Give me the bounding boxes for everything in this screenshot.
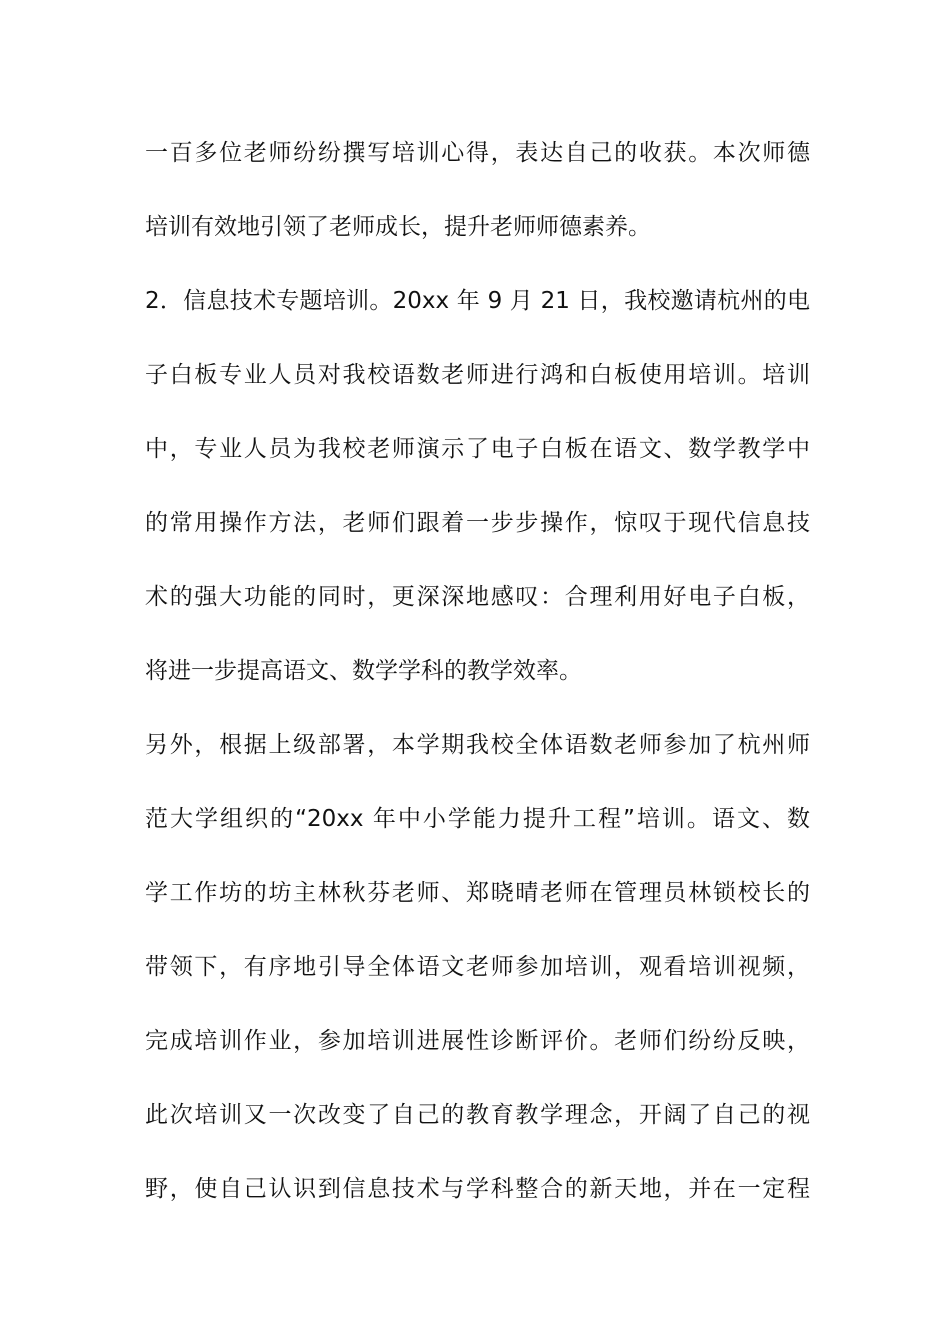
text-line: 完成培训作业，参加培训进展性诊断评价。老师们纷纷反映， (145, 1028, 810, 1054)
text-line: 术的强大功能的同时，更深深地感叹：合理利用好电子白板， (145, 584, 810, 610)
text-line: 的常用操作方法，老师们跟着一步步操作，惊叹于现代信息技 (145, 510, 810, 536)
text-line: 野，使自己认识到信息技术与学科整合的新天地，并在一定程 (145, 1176, 810, 1202)
text-line: 子白板专业人员对我校语数老师进行鸿和白板使用培训。培训 (145, 362, 810, 388)
text-line: 一百多位老师纷纷撰写培训心得，表达自己的收获。本次师德 (145, 140, 810, 166)
text-line: 另外，根据上级部署，本学期我校全体语数老师参加了杭州师 (145, 732, 810, 758)
text-line: 培训有效地引领了老师成长，提升老师师德素养。 (145, 214, 651, 240)
text-line: 2．信息技术专题培训。20xx 年 9 月 21 日，我校邀请杭州的电 (145, 288, 810, 314)
text-line: 此次培训又一次改变了自己的教育教学理念，开阔了自己的视 (145, 1102, 810, 1128)
text-line: 将进一步提高语文、数学学科的教学效率。 (145, 658, 582, 684)
text-line: 带领下，有序地引导全体语文老师参加培训，观看培训视频， (145, 954, 810, 980)
text-line: 中，专业人员为我校老师演示了电子白板在语文、数学教学中 (145, 436, 810, 462)
text-line: 学工作坊的坊主林秋芬老师、郑晓晴老师在管理员林锁校长的 (145, 880, 810, 906)
text-line: 范大学组织的“20xx 年中小学能力提升工程”培训。语文、数 (145, 806, 810, 832)
